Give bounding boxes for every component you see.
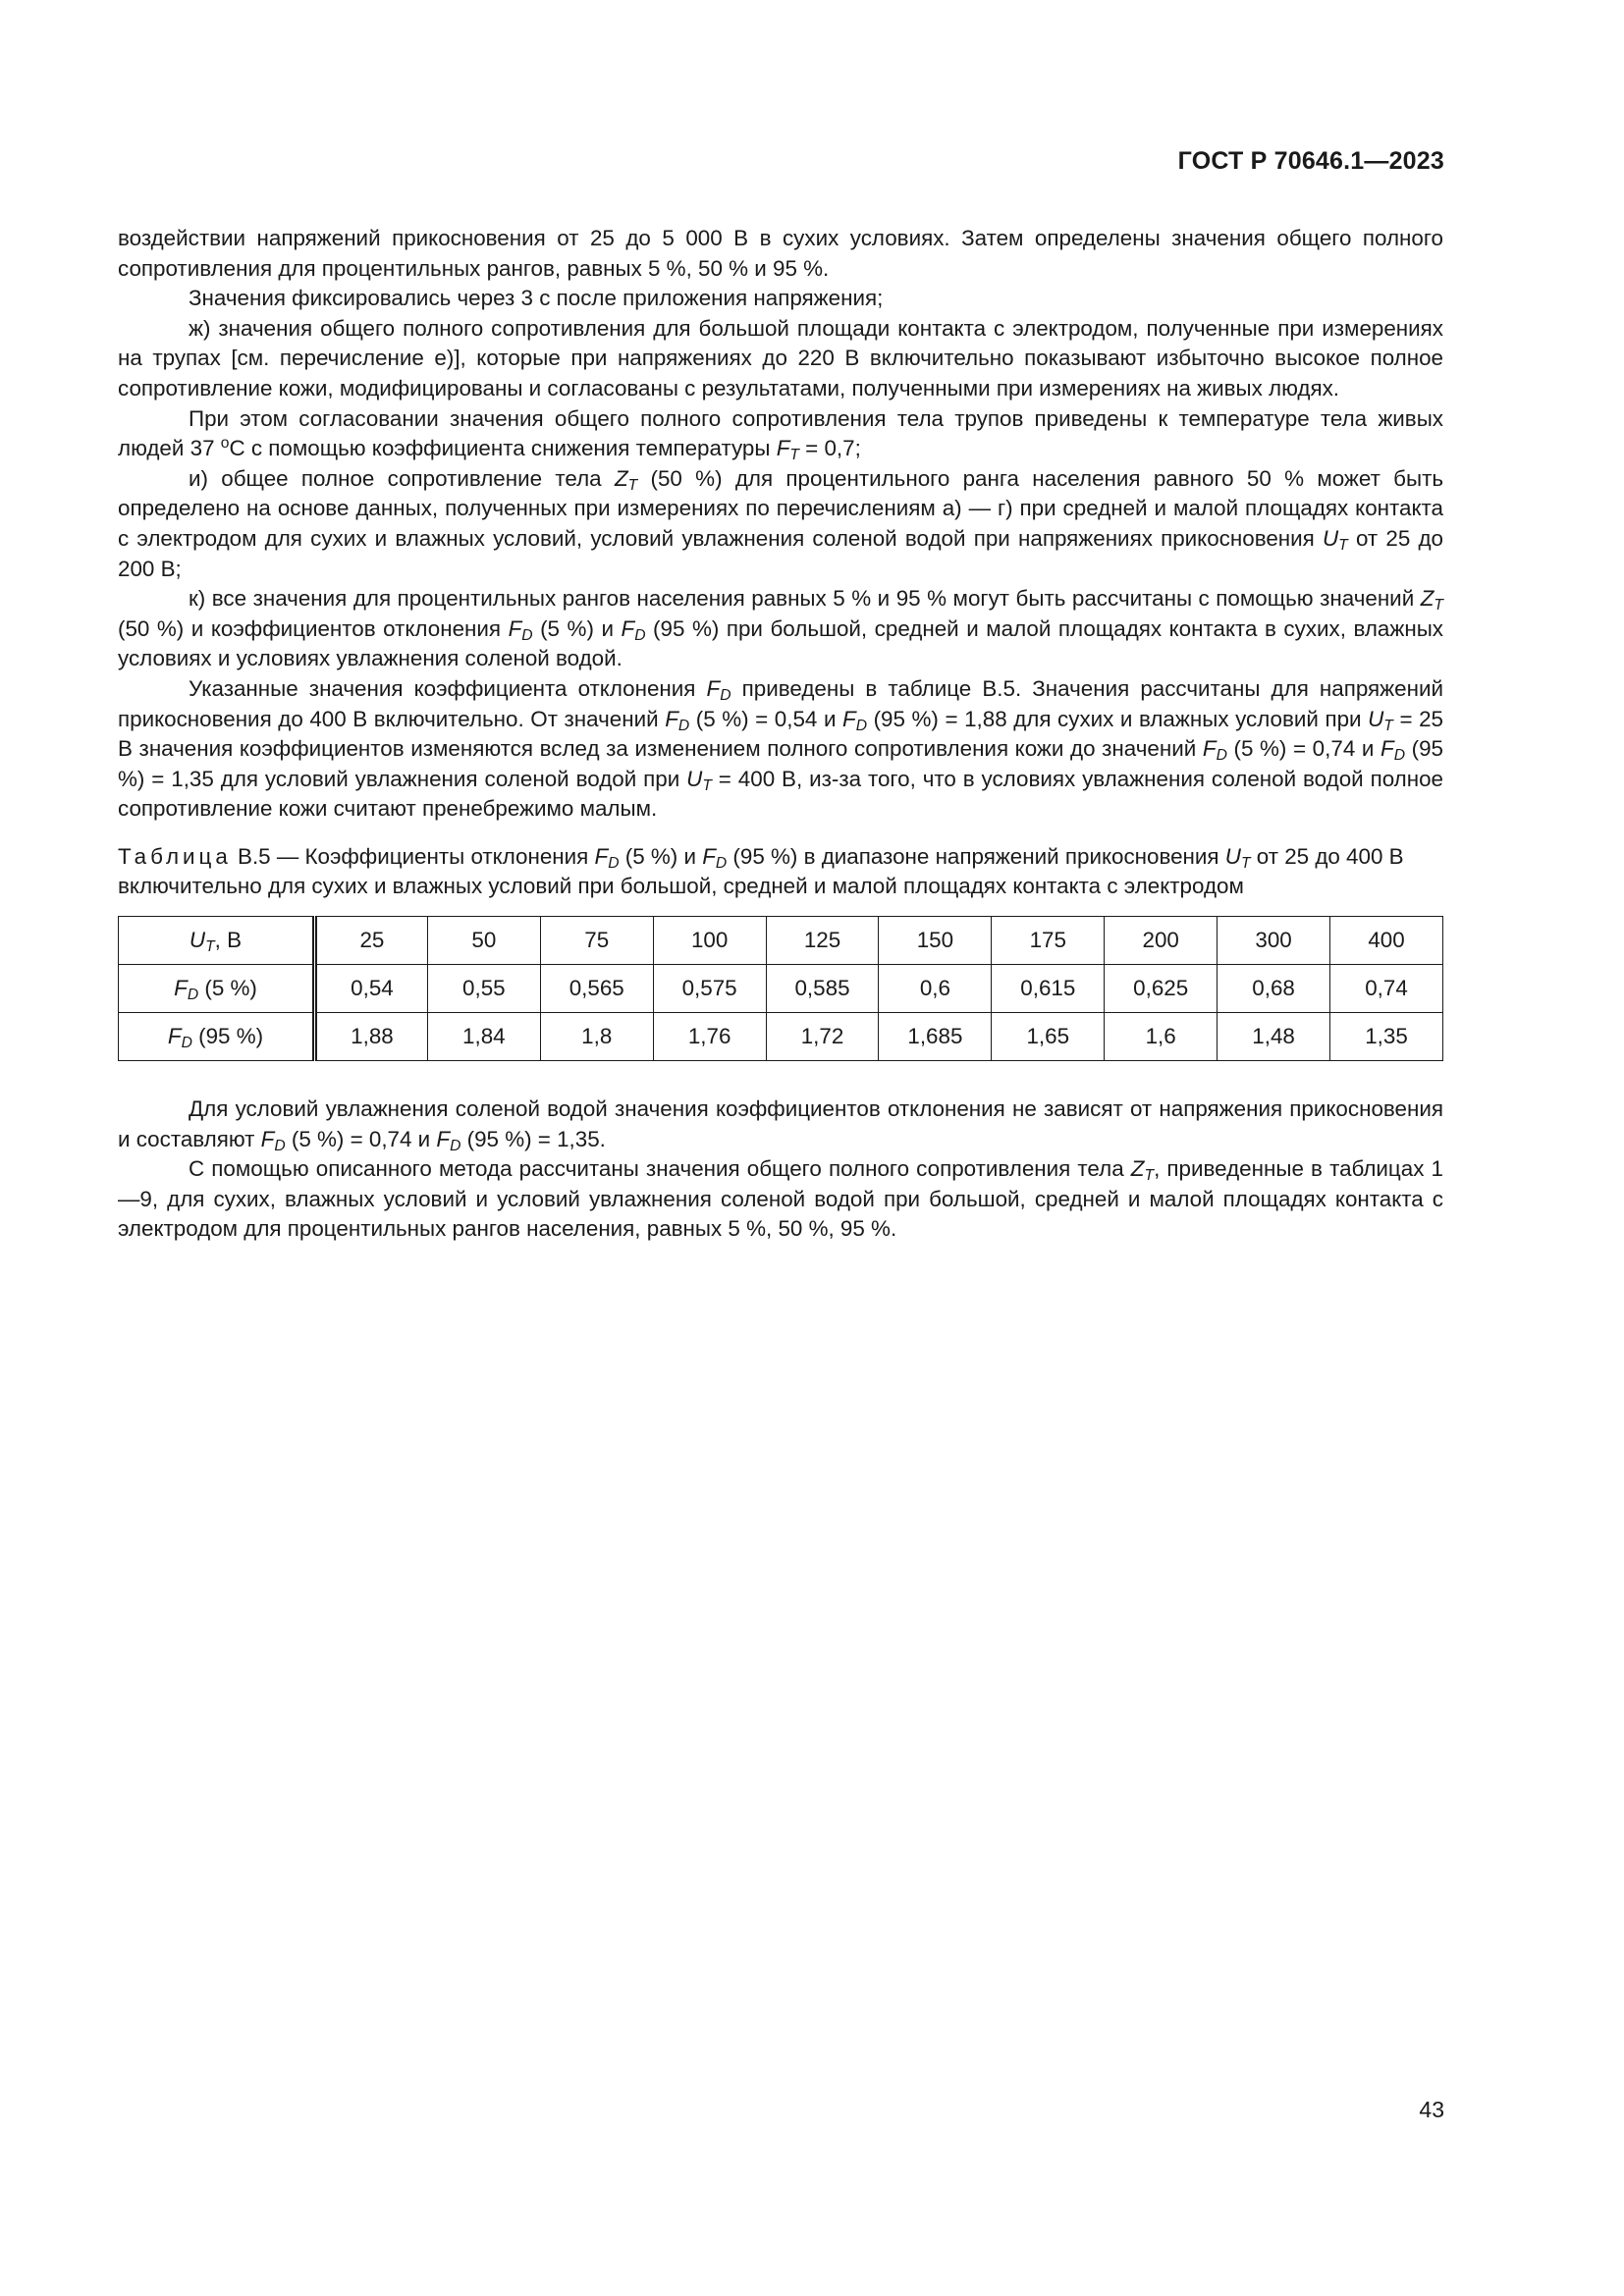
paragraph-7: Указанные значения коэффициента отклонения $F_D$ приведены в таблице В.5. Значения рассчитаны для напряжений прикосновения до 400 В включительно. От значений $F_D$ (5 %) = 0,54 и $F_D$ (95 %) = 1,88 для сухих и влажных условий при $U_T = 25$ В значения коэффициентов изменяются вслед за изменением полного сопротивления кожи до значений $F_D$ (5 %) = 0,74 и $F_D$ (95 %) = 1,35 для условий увлажнения соленой водой при $U_T = 400$ В, из-за того, что в условиях увлажнения соленой водой полное сопротивление кожи считают пренебрежимо малым.: [118, 675, 1443, 822]
table-cell: 0,68: [1218, 965, 1330, 1013]
deviation-factor-table: [118, 916, 1443, 1061]
table-cell: 100: [653, 917, 766, 965]
row-head-fd5: $F_D$ (5 %): [119, 965, 315, 1013]
paragraph-5: и) общее полное сопротивление тела $Z_T$ (50 %) для процентильного ранга населения равного 50 % может быть определено на основе данных, полученных при измерениях по перечислениям а) — г) при средней и малой площадях контакта с электродом для сухих и влажных условий, условий увлажнения соленой водой при напряжениях прикосновения $U_T$ от 25 до 200 В;: [118, 465, 1443, 581]
table-cell: 1,6: [1105, 1013, 1218, 1061]
table-cell: 0,575: [653, 965, 766, 1013]
table-cell: 1,72: [766, 1013, 879, 1061]
paragraph-4: При этом согласовании значения общего полного сопротивления тела трупов приведены к температуре тела живых людей 37 $^о$С с помощью коэффициента снижения температуры $F_T = 0,7$;: [118, 405, 1443, 464]
document-body: [118, 224, 1443, 1245]
table-cell: 25: [315, 917, 428, 965]
table-cell: 400: [1330, 917, 1443, 965]
table-cell: 1,35: [1330, 1013, 1443, 1061]
table-caption: Таблица В.5 — Коэффициенты отклонения $F_D$ (5 %) и $F_D$ (95 %) в диапазоне напряжений прикосновения $U_T$ от 25 до 400 В включительно для сухих и влажных условий при большой, средней и малой площадях контакта с электродом: [118, 843, 1404, 899]
paragraph-9: С помощью описанного метода рассчитаны значения общего полного сопротивления тела $Z_T$, приведенные в таблицах 1—9, для сухих, влажных условий и условий увлажнения соленой водой при большой, средней и малой площадях контакта с электродом для процентильных рангов населения, равных 5 %, 50 %, 95 %.: [118, 1156, 1443, 1242]
table-cell: 75: [540, 917, 653, 965]
table-cell: 0,615: [992, 965, 1105, 1013]
paragraph-6: к) все значения для процентильных рангов населения равных 5 % и 95 % могут быть рассчитаны с помощью значений $Z_T$ (50 %) и коэффициентов отклонения $F_D$ (5 %) и $F_D$ (95 %) при большой, средней и малой площадях контакта в сухих, влажных условиях и условиях увлажнения соленой водой.: [118, 586, 1443, 671]
paragraph-2: Значения фиксировались через 3 с после приложения напряжения;: [189, 286, 884, 311]
page-number: 43: [1419, 2097, 1444, 2122]
table-cell: 1,65: [992, 1013, 1105, 1061]
table-cell: 125: [766, 917, 879, 965]
document-id: ГОСТ Р 70646.1—2023: [1177, 147, 1444, 175]
table-cell: 1,48: [1218, 1013, 1330, 1061]
table-cell: 0,585: [766, 965, 879, 1013]
paragraph-8: Для условий увлажнения соленой водой значения коэффициентов отклонения не зависят от напряжения прикосновения и составляют $F_D$ (5 %) = 0,74 и $F_D$ (95 %) = 1,35.: [118, 1096, 1443, 1154]
table-cell: 175: [992, 917, 1105, 965]
table-cell: 1,685: [879, 1013, 992, 1061]
table-cell: 150: [879, 917, 992, 965]
table-row: [119, 917, 1443, 965]
table-cell: 1,8: [540, 1013, 653, 1061]
table-cell: 1,76: [653, 1013, 766, 1061]
paragraph-1: воздействии напряжений прикосновения от 25 до 5 000 В в сухих условиях. Затем определены значения общего полного сопротивления для процентильных рангов, равных 5 %, 50 % и 95 %.: [118, 226, 1443, 281]
table-cell: 50: [427, 917, 540, 965]
table-cell: 200: [1105, 917, 1218, 965]
table-row: [119, 1013, 1443, 1061]
table-cell: 1,88: [315, 1013, 428, 1061]
degree-mark: о: [220, 435, 230, 453]
table-cell: 0,55: [427, 965, 540, 1013]
table-cell: 300: [1218, 917, 1330, 965]
table-cell: 0,74: [1330, 965, 1443, 1013]
row-head-voltage: $U_T$, В: [119, 917, 315, 965]
paragraph-3: ж) значения общего полного сопротивления для большой площади контакта с электродом, полученные при измерениях на трупах [см. перечисление е)], которые при напряжениях до 220 В включительно показывают избыточно высокое полное сопротивление кожи, модифицированы и согласованы с результатами, полученными при измерениях на живых людях.: [118, 315, 1443, 400]
table-cell: 0,6: [879, 965, 992, 1013]
table-cell: 0,54: [315, 965, 428, 1013]
table-cell: 1,84: [427, 1013, 540, 1061]
row-head-fd95: $F_D$ (95 %): [119, 1013, 315, 1061]
table-cell: 0,565: [540, 965, 653, 1013]
table-cell: 0,625: [1105, 965, 1218, 1013]
table-row: [119, 965, 1443, 1013]
